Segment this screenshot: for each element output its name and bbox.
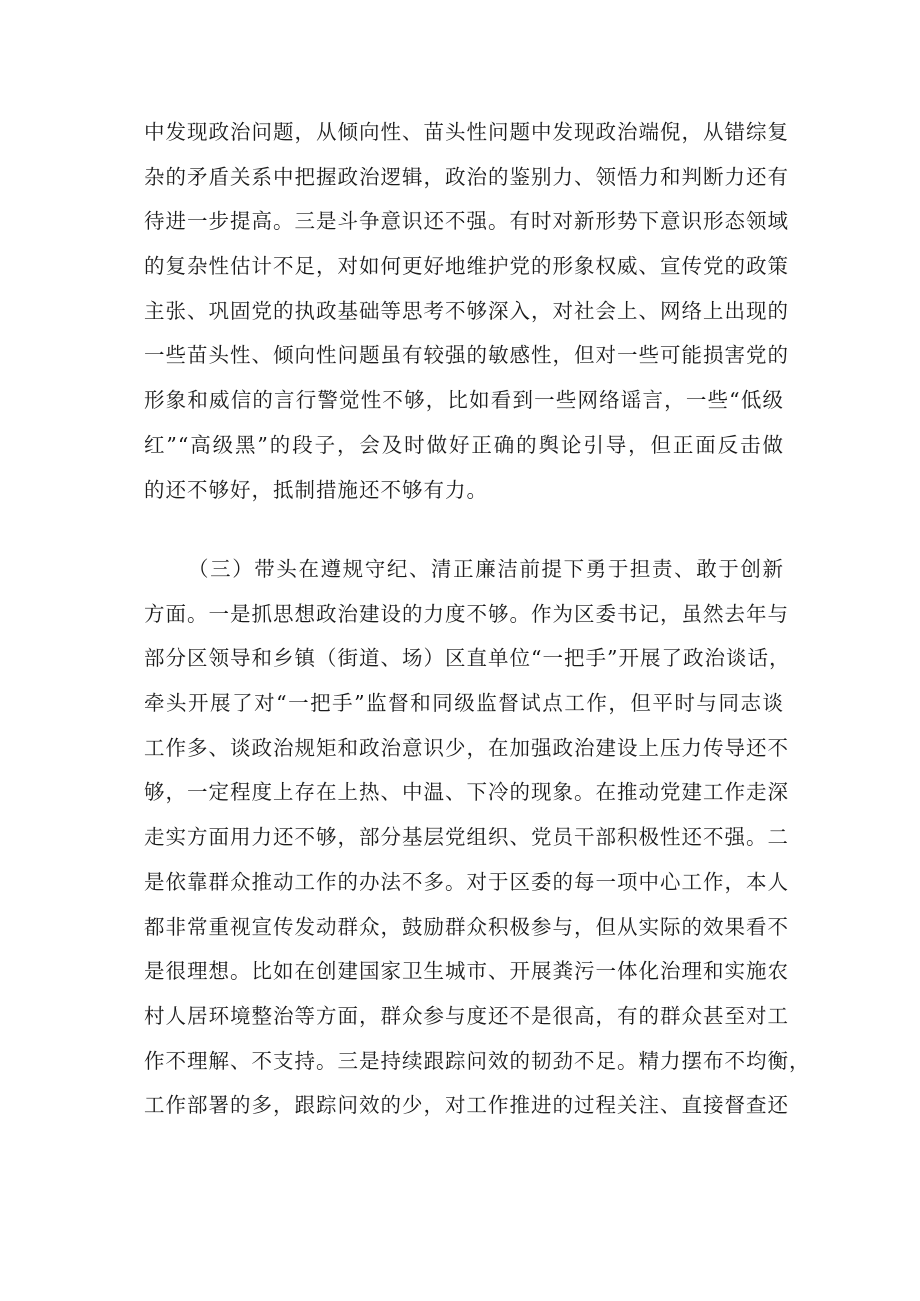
- text-line: 都非常重视宣传发动群众，鼓励群众积极参与，但从实际的效果看不: [144, 914, 789, 939]
- text-line: 杂的矛盾关系中把握政治逻辑，政治的鉴别力、领悟力和判断力还有: [144, 164, 789, 189]
- text-line: 是依靠群众推动工作的办法不多。对于区委的每一项中心工作，本人: [144, 869, 789, 894]
- text-line: 走实方面用力还不够，部分基层党组织、党员干部积极性还不强。二: [144, 825, 789, 850]
- text-line: 是很理想。比如在创建国家卫生城市、开展粪污一体化治理和实施农: [144, 959, 789, 984]
- section-heading-line: （三）带头在遵规守纪、清正廉洁前提下勇于担责、敢于创新: [188, 557, 784, 581]
- text-line: 工作多、谈政治规矩和政治意识少，在加强政治建设上压力传导还不: [144, 735, 789, 760]
- text-line: 的复杂性估计不足，对如何更好地维护党的形象权威、宣传党的政策: [144, 254, 789, 279]
- paragraph-section-three: [144, 547, 811, 1128]
- text-line: 工作部署的多，跟踪问效的少，对工作推进的过程关注、直接督查还: [144, 1093, 789, 1118]
- text-line: 的还不够好，抵制措施还不够有力。: [144, 477, 488, 502]
- text-line: 部分区领导和乡镇（街道、场）区直单位“一把手”开展了政治谈话，: [144, 646, 791, 671]
- text-line: 村人居环境整治等方面，群众参与度还不是很高，有的群众甚至对工: [144, 1003, 789, 1028]
- text-line: 形象和威信的言行警觉性不够，比如看到一些网络谣言，一些“低级: [144, 388, 784, 413]
- text-line: 牵头开展了对“一把手”监督和同级监督试点工作，但平时与同志谈: [144, 691, 784, 716]
- text-line: 作不理解、不支持。三是持续跟踪问效的韧劲不足。精力摆布不均衡，: [144, 1048, 811, 1073]
- text-line: 主张、巩固党的执政基础等思考不够深入，对社会上、网络上出现的: [144, 298, 789, 323]
- text-line: 方面。一是抓思想政治建设的力度不够。作为区委书记，虽然去年与: [144, 601, 789, 626]
- text-line: 中发现政治问题，从倾向性、苗头性问题中发现政治端倪，从错综复: [144, 120, 789, 144]
- paragraph-political-awareness: [144, 110, 789, 512]
- text-line: 够，一定程度上存在上热、中温、下冷的现象。在推动党建工作走深: [144, 780, 789, 805]
- text-line: 一些苗头性、倾向性问题虽有较强的敏感性，但对一些可能损害党的: [144, 343, 789, 368]
- text-line: 红”“高级黑”的段子，会及时做好正确的舆论引导，但正面反击做: [144, 432, 784, 457]
- text-line: 待进一步提高。三是斗争意识还不强。有时对新形势下意识形态领域: [144, 209, 789, 234]
